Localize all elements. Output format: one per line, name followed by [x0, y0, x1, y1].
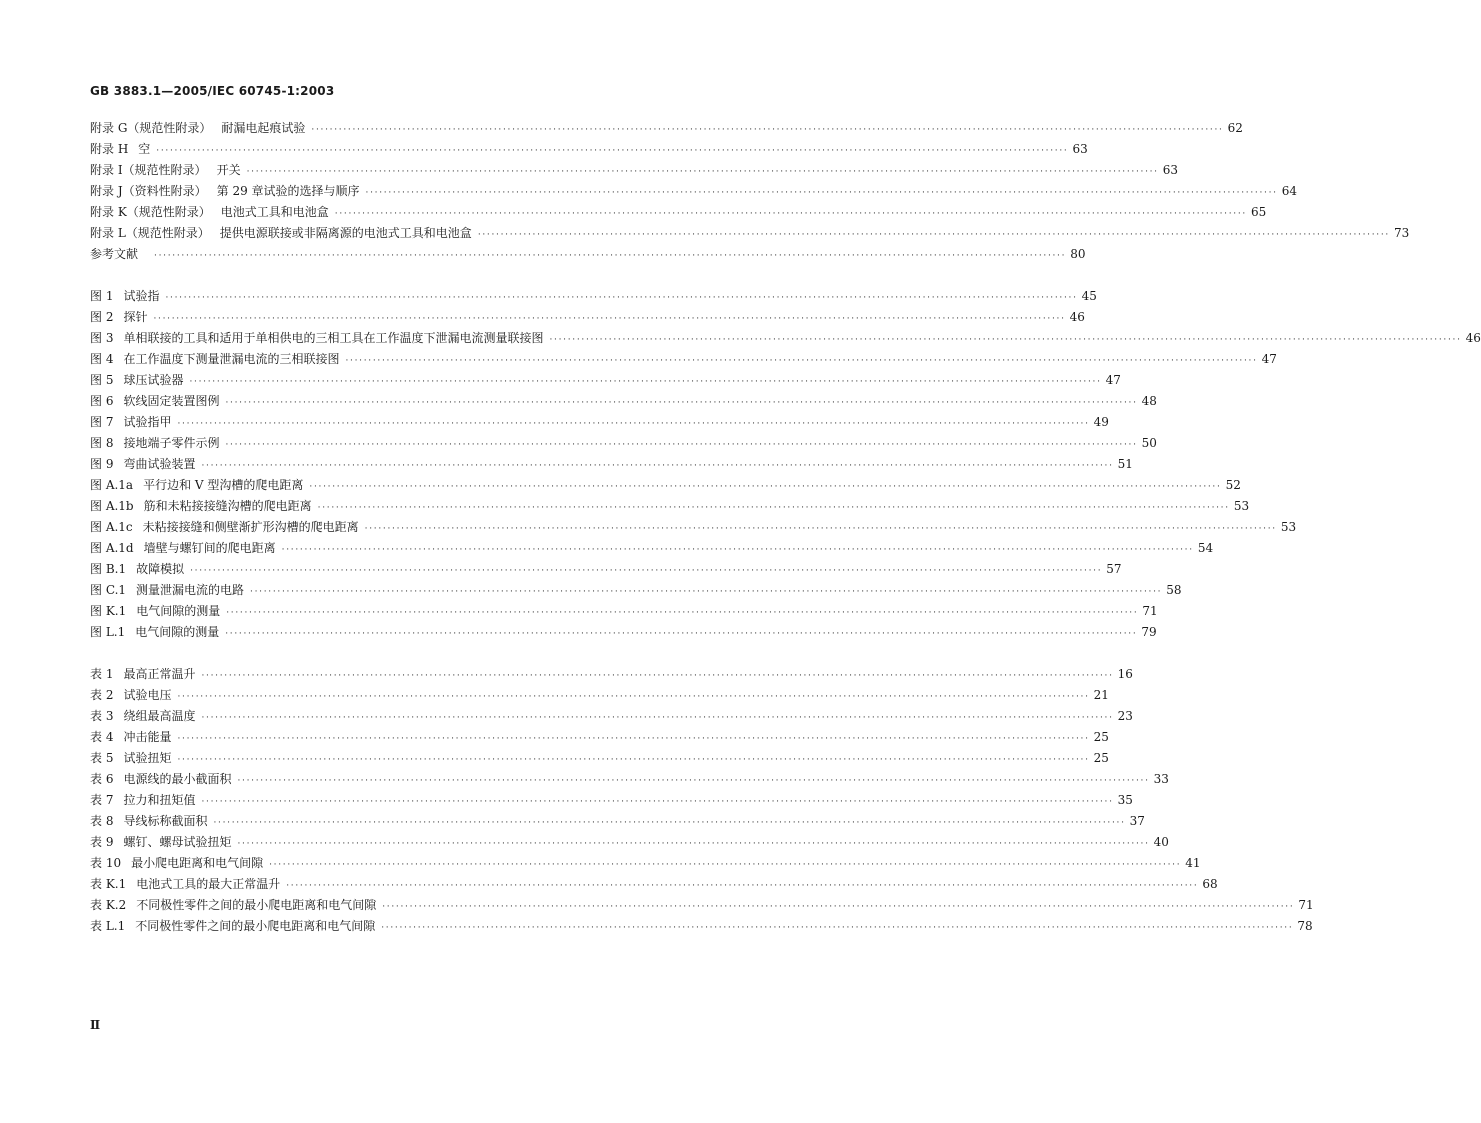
dot-leader: ········································································································································································································	[334, 209, 1247, 219]
toc-entry-label: 图 C.1	[90, 583, 127, 597]
toc-entry[interactable]	[90, 244, 1086, 265]
toc-entry[interactable]	[90, 832, 1169, 853]
dot-leader: ········································································································································································································	[201, 671, 1114, 681]
toc-entry-label: 附录 L（规范性附录）	[90, 226, 210, 240]
toc-entry-page: 25	[1093, 751, 1109, 765]
toc-entry-label: 表 9	[90, 835, 114, 849]
toc-entry-page: 52	[1225, 478, 1241, 492]
toc-entry-label: 表 3	[90, 709, 114, 723]
toc-entry-page: 47	[1105, 373, 1121, 387]
toc-entry-label: 图 9	[90, 457, 114, 471]
toc-entry-label: 图 A.1b	[90, 499, 134, 513]
dot-leader: ········································································································································································································	[549, 335, 1462, 345]
toc-entry[interactable]	[90, 517, 1297, 538]
toc-entry[interactable]	[90, 748, 1109, 769]
toc-entry-label: 图 2	[90, 310, 114, 324]
toc-entry-page: 51	[1117, 457, 1133, 471]
toc-entry-label: 附录 G（规范性附录）	[90, 121, 212, 135]
dot-leader: ········································································································································································································	[317, 503, 1230, 513]
toc-entry-page: 73	[1393, 226, 1410, 240]
toc-entry-page: 53	[1233, 499, 1250, 513]
dot-leader: ········································································································································································································	[237, 776, 1150, 786]
toc-entry-page: 49	[1093, 415, 1109, 429]
toc-entry-title: 最高正常温升	[123, 667, 196, 681]
dot-leader: ········································································································································································································	[246, 167, 1159, 177]
dot-leader: ········································································································································································································	[225, 629, 1138, 639]
dot-leader: ········································································································································································································	[190, 566, 1103, 576]
dot-leader: ········································································································································································································	[156, 146, 1069, 156]
dot-leader: ········································································································································································································	[177, 419, 1090, 429]
toc-entry-label: 附录 K（规范性附录）	[90, 205, 211, 219]
toc-entry-page: 63	[1162, 163, 1179, 177]
toc-entry-label: 表 5	[90, 751, 114, 765]
toc-entry[interactable]	[90, 790, 1133, 811]
toc-entry-label: 图 5	[90, 373, 114, 387]
toc-entry[interactable]	[90, 139, 1088, 160]
toc-entry-title: 故障模拟	[136, 562, 185, 576]
dot-leader: ········································································································································································································	[281, 545, 1194, 555]
toc-entry-page: 46	[1069, 310, 1085, 324]
dot-leader: ········································································································································································································	[201, 713, 1114, 723]
toc-entry[interactable]	[90, 328, 1481, 349]
toc-entry[interactable]	[90, 559, 1122, 580]
toc-entry[interactable]	[90, 895, 1314, 916]
toc-entry-page: 40	[1153, 835, 1169, 849]
toc-entry[interactable]	[90, 496, 1250, 517]
toc-entry-page: 41	[1185, 856, 1201, 870]
dot-leader: ········································································································································································································	[269, 860, 1182, 870]
toc-entry[interactable]	[90, 454, 1133, 475]
dot-leader: ········································································································································································································	[213, 818, 1126, 828]
dot-leader: ········································································································································································································	[201, 461, 1114, 471]
toc-entry-title: 开关	[216, 163, 241, 177]
toc-entry[interactable]	[90, 307, 1085, 328]
toc-entry-title: 螺钉、螺母试验扭矩	[123, 835, 232, 849]
table-toc-section	[90, 664, 1314, 937]
toc-entry-title: 不同极性零件之间的最小爬电距离和电气间隙	[135, 919, 376, 933]
toc-entry-page: 50	[1141, 436, 1157, 450]
toc-entry-title: 冲击能量	[123, 730, 172, 744]
toc-entry-title: 未粘接接缝和侧壁渐扩形沟槽的爬电距离	[142, 520, 359, 534]
toc-entry-label: 附录 H	[90, 142, 129, 156]
toc-entry[interactable]	[90, 223, 1410, 244]
toc-entry-title: 最小爬电距离和电气间隙	[131, 856, 264, 870]
dot-leader: ········································································································································································································	[477, 230, 1390, 240]
toc-entry-page: 65	[1250, 205, 1267, 219]
toc-entry-title: 绕组最高温度	[123, 709, 196, 723]
toc-entry[interactable]	[90, 391, 1157, 412]
dot-leader: ········································································································································································································	[381, 923, 1294, 933]
dot-leader: ········································································································································································································	[225, 440, 1138, 450]
toc-entry-page: 80	[1070, 247, 1086, 261]
dot-leader: ········································································································································································································	[237, 839, 1150, 849]
dot-leader: ········································································································································································································	[177, 755, 1090, 765]
toc-entry-page: 62	[1227, 121, 1243, 135]
dot-leader: ········································································································································································································	[382, 902, 1295, 912]
toc-entry-title: 试验电压	[123, 688, 172, 702]
toc-entry-title: 电气间隙的测量	[135, 625, 220, 639]
toc-entry-page: 58	[1166, 583, 1182, 597]
toc-entry-page: 47	[1261, 352, 1277, 366]
toc-entry-page: 33	[1153, 772, 1169, 786]
toc-entry-page: 23	[1117, 709, 1133, 723]
toc-entry[interactable]	[90, 853, 1201, 874]
appendix-toc-section	[90, 118, 1410, 265]
figure-toc-section	[90, 286, 1481, 643]
toc-entry[interactable]	[90, 727, 1109, 748]
toc-entry-title: 筋和未粘接接缝沟槽的爬电距离	[143, 499, 312, 513]
toc-entry-title: 球压试验器	[123, 373, 184, 387]
toc-entry-label: 图 K.1	[90, 604, 127, 618]
toc-entry-title: 在工作温度下测量泄漏电流的三相联接图	[123, 352, 340, 366]
toc-entry-label: 图 3	[90, 331, 114, 345]
toc-entry-title: 耐漏电起痕试验	[221, 121, 306, 135]
toc-entry-title: 试验扭矩	[123, 751, 172, 765]
toc-entry-page: 63	[1072, 142, 1088, 156]
dot-leader: ········································································································································································································	[153, 314, 1066, 324]
dot-leader: ········································································································································································································	[177, 692, 1090, 702]
toc-entry-title: 单相联接的工具和适用于单相供电的三相工具在工作温度下泄漏电流测量联接图	[123, 331, 544, 345]
toc-entry-page: 46	[1465, 331, 1481, 345]
dot-leader: ········································································································································································································	[286, 881, 1199, 891]
toc-entry-label: 表 10	[90, 856, 122, 870]
toc-entry[interactable]	[90, 685, 1109, 706]
toc-entry-label: 表 6	[90, 772, 114, 786]
toc-entry[interactable]	[90, 118, 1243, 139]
toc-entry-title: 平行边和 V 型沟槽的爬电距离	[143, 478, 304, 492]
toc-entry-page: 45	[1081, 289, 1097, 303]
toc-entry-page: 25	[1093, 730, 1109, 744]
toc-entry-label: 图 A.1c	[90, 520, 133, 534]
toc-entry-page: 71	[1142, 604, 1158, 618]
toc-entry-page: 16	[1117, 667, 1133, 681]
toc-entry-title: 不同极性零件之间的最小爬电距离和电气间隙	[136, 898, 377, 912]
toc-entry[interactable]	[90, 916, 1313, 937]
dot-leader: ········································································································································································································	[226, 608, 1139, 618]
toc-entry-title: 试验指甲	[123, 415, 172, 429]
toc-entry[interactable]	[90, 202, 1267, 223]
toc-entry-label: 表 2	[90, 688, 114, 702]
dot-leader: ········································································································································································································	[250, 587, 1163, 597]
dot-leader: ········································································································································································································	[165, 293, 1078, 303]
toc-entry-page: 21	[1093, 688, 1109, 702]
dot-leader: ········································································································································································································	[311, 125, 1224, 135]
toc-entry-title: 探针	[123, 310, 148, 324]
toc-entry-label: 图 6	[90, 394, 114, 408]
toc-entry[interactable]	[90, 664, 1133, 685]
toc-entry[interactable]	[90, 769, 1169, 790]
toc-entry[interactable]	[90, 286, 1097, 307]
page-number-footer: Ⅱ	[90, 1018, 101, 1032]
toc-entry-title: 弯曲试验装置	[123, 457, 196, 471]
toc-entry[interactable]	[90, 349, 1277, 370]
toc-entry[interactable]	[90, 433, 1157, 454]
toc-entry[interactable]	[90, 538, 1214, 559]
toc-entry-label: 图 7	[90, 415, 114, 429]
toc-entry-title: 接地端子零件示例	[123, 436, 220, 450]
dot-leader: ········································································································································································································	[345, 356, 1258, 366]
dot-leader: ········································································································································································································	[364, 524, 1277, 534]
toc-entry-page: 71	[1298, 898, 1314, 912]
toc-entry-label: 表 7	[90, 793, 114, 807]
toc-entry-label: 图 8	[90, 436, 114, 450]
standard-header: GB 3883.1—2005/IEC 60745-1:2003	[90, 84, 335, 98]
toc-entry-title: 电气间隙的测量	[136, 604, 221, 618]
toc-entry[interactable]	[90, 622, 1157, 643]
toc-entry-title: 拉力和扭矩值	[123, 793, 196, 807]
toc-entry-title: 墙壁与螺钉间的爬电距离	[143, 541, 276, 555]
toc-entry[interactable]	[90, 706, 1133, 727]
toc-entry-label: 表 K.2	[90, 898, 127, 912]
toc-entry-label: 图 4	[90, 352, 114, 366]
toc-entry-label: 表 8	[90, 814, 114, 828]
toc-entry-title: 软线固定装置图例	[123, 394, 220, 408]
dot-leader: ········································································································································································································	[154, 251, 1067, 261]
toc-entry-label: 附录 J（资料性附录）	[90, 184, 207, 198]
toc-entry-title: 第 29 章试验的选择与顺序	[216, 184, 360, 198]
toc-entry-page: 68	[1202, 877, 1218, 891]
toc-entry-label: 表 1	[90, 667, 114, 681]
toc-entry-title: 空	[138, 142, 151, 156]
toc-entry-page: 78	[1297, 919, 1313, 933]
toc-entry-page: 48	[1141, 394, 1157, 408]
dot-leader: ········································································································································································································	[225, 398, 1138, 408]
toc-entry-label: 图 B.1	[90, 562, 127, 576]
toc-entry-page: 37	[1129, 814, 1145, 828]
toc-entry-page: 57	[1106, 562, 1122, 576]
toc-entry[interactable]	[90, 412, 1109, 433]
toc-entry-label: 附录 I（规范性附录）	[90, 163, 207, 177]
toc-entry[interactable]	[90, 580, 1182, 601]
toc-entry-title: 试验指	[123, 289, 160, 303]
dot-leader: ········································································································································································································	[189, 377, 1102, 387]
toc-entry-page: 54	[1197, 541, 1214, 555]
toc-entry-label: 图 1	[90, 289, 114, 303]
toc-entry-page: 53	[1280, 520, 1297, 534]
toc-entry[interactable]	[90, 811, 1145, 832]
dot-leader: ········································································································································································································	[309, 482, 1222, 492]
toc-entry-title: 导线标称截面积	[123, 814, 208, 828]
toc-entry[interactable]	[90, 370, 1121, 391]
toc-entry-label: 图 L.1	[90, 625, 126, 639]
toc-entry-title: 电池式工具和电池盒	[220, 205, 329, 219]
toc-entry-title: 测量泄漏电流的电路	[136, 583, 245, 597]
toc-entry-title: 电池式工具的最大正常温升	[136, 877, 281, 891]
toc-entry-label: 表 4	[90, 730, 114, 744]
toc-entry-label: 表 L.1	[90, 919, 126, 933]
toc-entry-page: 79	[1141, 625, 1157, 639]
toc-entry-label: 参考文献	[90, 247, 139, 261]
toc-entry[interactable]	[90, 475, 1241, 496]
dot-leader: ········································································································································································································	[177, 734, 1090, 744]
toc-entry-title: 电源线的最小截面积	[123, 772, 232, 786]
toc-entry[interactable]	[90, 601, 1158, 622]
toc-entry[interactable]	[90, 160, 1179, 181]
toc-entry-label: 表 K.1	[90, 877, 127, 891]
toc-entry-page: 64	[1281, 184, 1297, 198]
toc-entry-page: 35	[1117, 793, 1133, 807]
dot-leader: ········································································································································································································	[201, 797, 1114, 807]
toc-entry[interactable]	[90, 874, 1218, 895]
toc-entry-title: 提供电源联接或非隔离源的电池式工具和电池盒	[219, 226, 472, 240]
dot-leader: ········································································································································································································	[365, 188, 1278, 198]
toc-entry-label: 图 A.1a	[90, 478, 134, 492]
toc-entry[interactable]	[90, 181, 1297, 202]
toc-entry-label: 图 A.1d	[90, 541, 134, 555]
